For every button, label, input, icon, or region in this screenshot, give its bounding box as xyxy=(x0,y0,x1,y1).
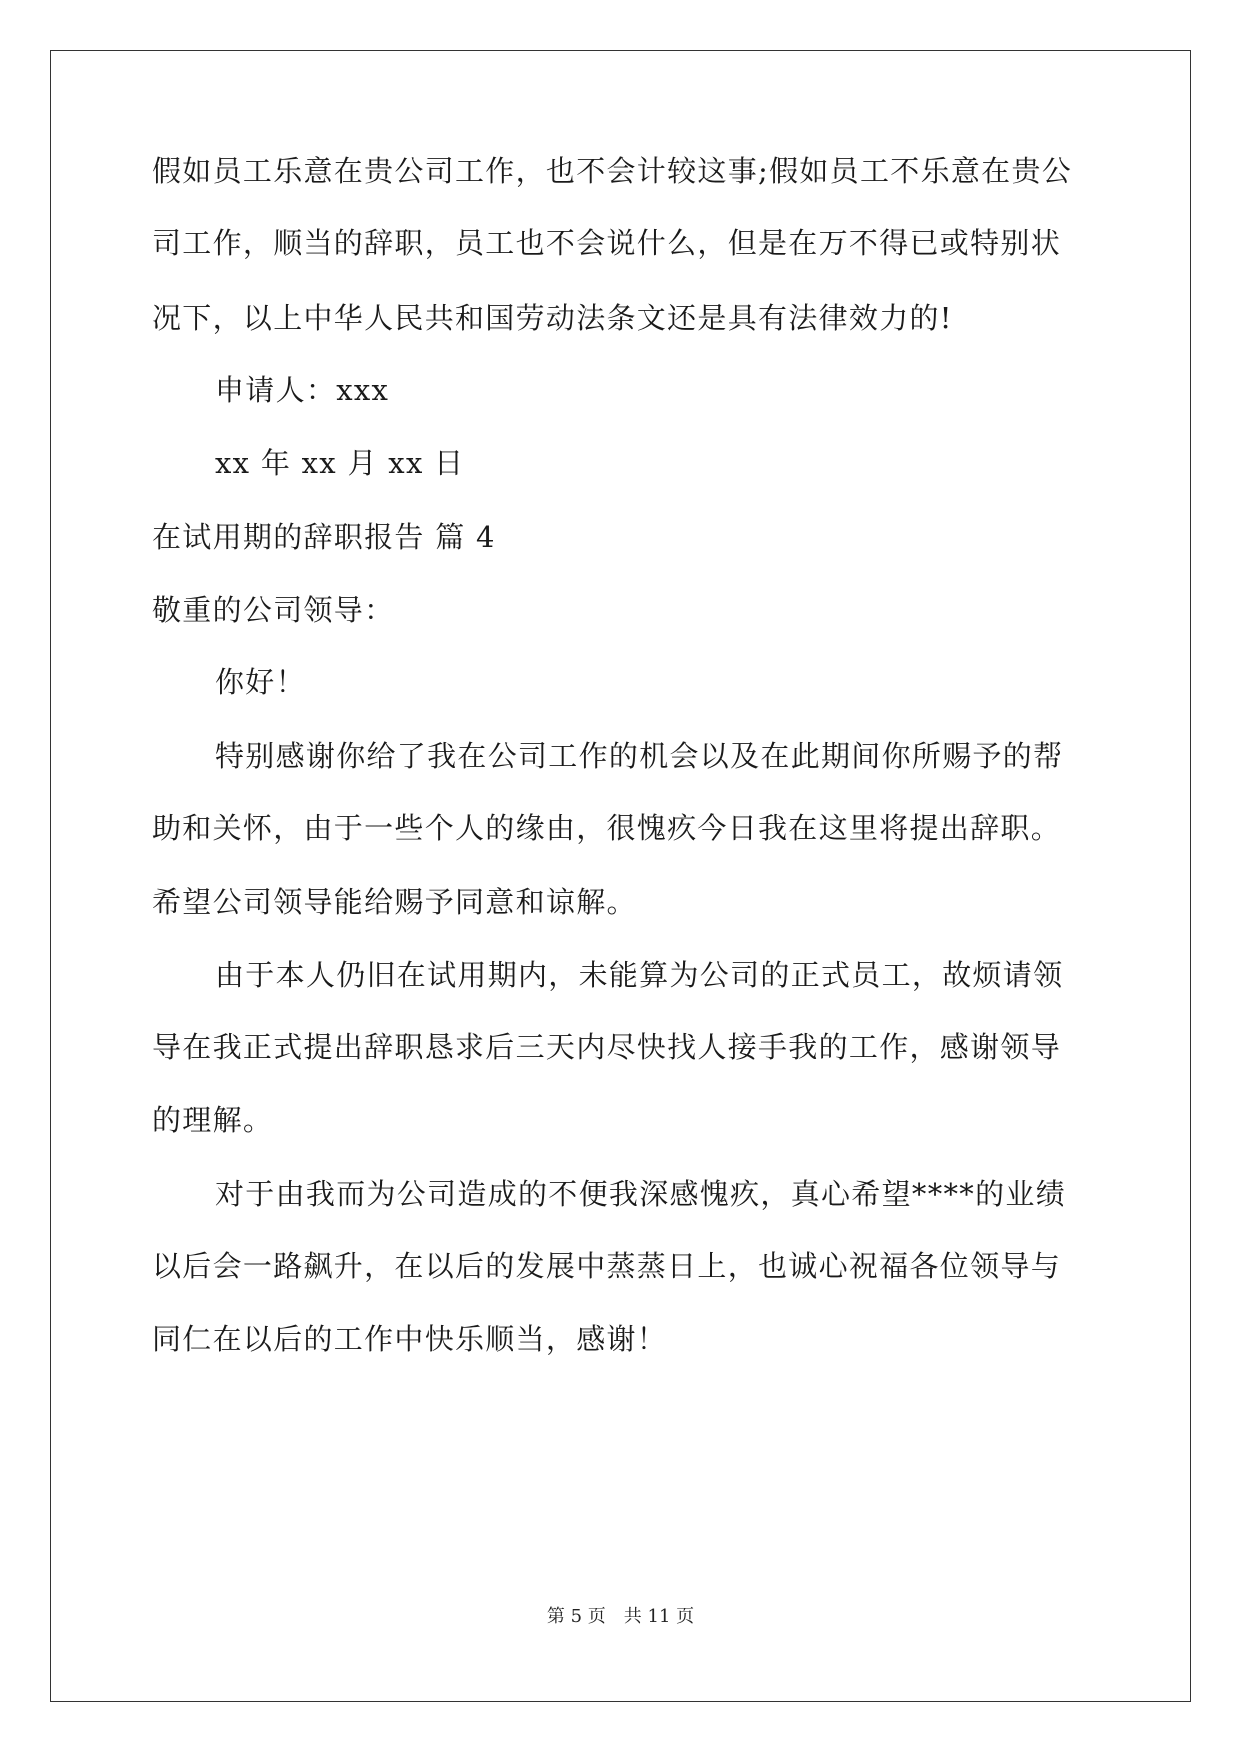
page-number: 第 5 页 共 11 页 xyxy=(546,1606,695,1627)
body-text-line: 的理解。 xyxy=(152,1103,274,1137)
body-text-line: 由于本人仍旧在试用期内，未能算为公司的正式员工，故烦请领 xyxy=(215,958,1064,992)
body-text-line: 特别感谢你给了我在公司工作的机会以及在此期间你所赐予的帮 xyxy=(215,739,1064,773)
greeting: 你好！ xyxy=(215,665,306,699)
salutation: 敬重的公司领导： xyxy=(152,593,395,627)
body-text-line: 以后会一路飙升，在以后的发展中蒸蒸日上，也诚心祝福各位领导与 xyxy=(152,1249,1062,1283)
body-text-line: 对于由我而为公司造成的不便我深感愧疚，真心希望****的业绩 xyxy=(215,1177,1067,1211)
body-text-line: 同仁在以后的工作中快乐顺当，感谢！ xyxy=(152,1322,668,1356)
section-heading: 在试用期的辞职报告 篇 4 xyxy=(152,520,496,554)
body-text-line: 司工作，顺当的辞职，员工也不会说什么，但是在万不得已或特别状 xyxy=(152,226,1062,260)
date-line: xx 年 xx 月 xx 日 xyxy=(215,446,465,480)
body-text-line: 况下，以上中华人民共和国劳动法条文还是具有法律效力的! xyxy=(152,301,953,335)
body-text-line: 助和关怀，由于一些个人的缘由，很愧疚今日我在这里将提出辞职。 xyxy=(152,811,1062,845)
body-text-line: 导在我正式提出辞职恳求后三天内尽快找人接手我的工作，感谢领导 xyxy=(152,1030,1062,1064)
body-text-line: 假如员工乐意在贵公司工作，也不会计较这事;假如员工不乐意在贵公 xyxy=(152,154,1073,188)
body-text-line: 希望公司领导能给赐予同意和谅解。 xyxy=(152,885,637,919)
applicant-line: 申请人：xxx xyxy=(215,373,390,407)
